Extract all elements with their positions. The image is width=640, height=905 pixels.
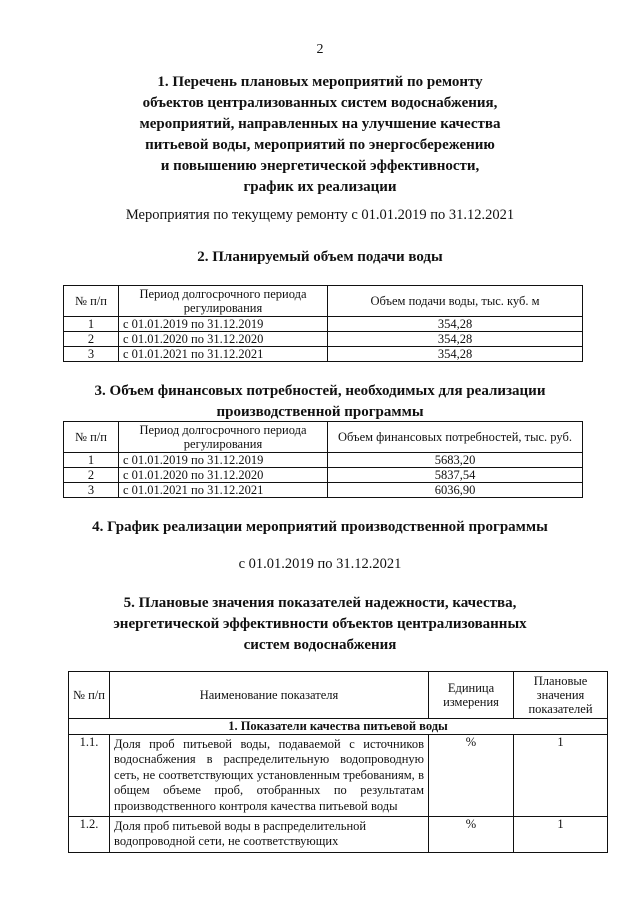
col-header-unit: Единица измерения	[429, 672, 514, 719]
row-period: с 01.01.2020 по 31.12.2020	[119, 332, 328, 347]
table-row	[69, 817, 608, 853]
col-header-finance: Объем финансовых потребностей, тыс. руб.	[328, 422, 583, 453]
section1-title-line: и повышению энергетической эффективности,	[160, 158, 480, 174]
row-period: с 01.01.2020 по 31.12.2020	[119, 468, 328, 483]
row-number: 3	[64, 347, 119, 362]
row-value: 354,28	[328, 317, 583, 332]
water-supply-table	[63, 285, 583, 362]
section5-title	[40, 593, 600, 656]
col-header-number: № п/п	[64, 286, 119, 317]
table-row	[64, 468, 583, 483]
row-number: 1.1.	[69, 735, 110, 817]
indicator-unit: %	[429, 735, 514, 817]
indicator-value: 1	[514, 735, 608, 817]
section1-title-line: объектов централизованных систем водоснабжения,	[142, 95, 498, 111]
section1-title-line: график их реализации	[243, 179, 397, 195]
indicator-value: 1	[514, 817, 608, 853]
indicator-name: Доля проб питьевой воды, подаваемой с источников водоснабжения в распределительную водопроводную сеть, не соответствующих установленным требованиям, в общем объеме проб, отобранных по результатам производственного контроля качества питьевой воды	[110, 735, 429, 817]
row-period: с 01.01.2021 по 31.12.2021	[119, 483, 328, 498]
table-row	[64, 317, 583, 332]
row-number: 3	[64, 483, 119, 498]
row-number: 2	[64, 332, 119, 347]
col-header-number: № п/п	[64, 422, 119, 453]
col-header-period: Период долгосрочного периода регулирования	[119, 286, 328, 317]
row-period: с 01.01.2021 по 31.12.2021	[119, 347, 328, 362]
section1-title-line: питьевой воды, мероприятий по энергосбережению	[145, 137, 495, 153]
row-period: с 01.01.2019 по 31.12.2019	[119, 317, 328, 332]
col-header-volume: Объем подачи воды, тыс. куб. м	[328, 286, 583, 317]
indicator-unit: %	[429, 817, 514, 853]
indicators-table	[68, 671, 608, 853]
section4-title: 4. График реализации мероприятий производственной программы	[92, 519, 548, 535]
table-row	[64, 347, 583, 362]
indicator-name: Доля проб питьевой воды в распределительной водопроводной сети, не соответствующих	[110, 817, 429, 853]
financial-needs-table	[63, 421, 583, 498]
table-header-row	[64, 286, 583, 317]
repair-note: Мероприятия по текущему ремонту с 01.01.2019 по 31.12.2021	[125, 207, 515, 223]
row-value: 5837,54	[328, 468, 583, 483]
table-row	[64, 453, 583, 468]
table-header-row	[69, 672, 608, 719]
col-header-planned: Плановые значения показателей	[514, 672, 608, 719]
section5-title-line: энергетической эффективности объектов централизованных	[113, 616, 527, 632]
row-value: 354,28	[328, 332, 583, 347]
section3-title	[30, 381, 610, 423]
group-title: 1. Показатели качества питьевой воды	[69, 719, 608, 735]
table-row	[64, 332, 583, 347]
section1-title	[60, 72, 580, 198]
row-period: с 01.01.2019 по 31.12.2019	[119, 453, 328, 468]
table-row	[64, 483, 583, 498]
row-number: 2	[64, 468, 119, 483]
row-number: 1	[64, 453, 119, 468]
table-header-row	[64, 422, 583, 453]
section3-title-line: 3. Объем финансовых потребностей, необходимых для реализации	[94, 383, 546, 399]
row-number: 1	[64, 317, 119, 332]
row-value: 354,28	[328, 347, 583, 362]
col-header-period: Период долгосрочного периода регулирования	[119, 422, 328, 453]
row-value: 5683,20	[328, 453, 583, 468]
table-row	[69, 735, 608, 817]
section5-title-line: 5. Плановые значения показателей надежности, качества,	[123, 595, 517, 611]
group-row	[69, 719, 608, 735]
col-header-number: № п/п	[69, 672, 110, 719]
row-number: 1.2.	[69, 817, 110, 853]
section2-title: 2. Планируемый объем подачи воды	[197, 249, 443, 265]
section1-title-line: мероприятий, направленных на улучшение качества	[139, 116, 501, 132]
page-number: 2	[316, 42, 324, 57]
section3-title-line: производственной программы	[216, 404, 424, 420]
row-value: 6036,90	[328, 483, 583, 498]
section5-title-line: систем водоснабжения	[243, 637, 397, 653]
schedule-period: с 01.01.2019 по 31.12.2021	[238, 556, 402, 572]
col-header-indicator: Наименование показателя	[110, 672, 429, 719]
section1-title-line: 1. Перечень плановых мероприятий по ремонту	[157, 74, 483, 90]
